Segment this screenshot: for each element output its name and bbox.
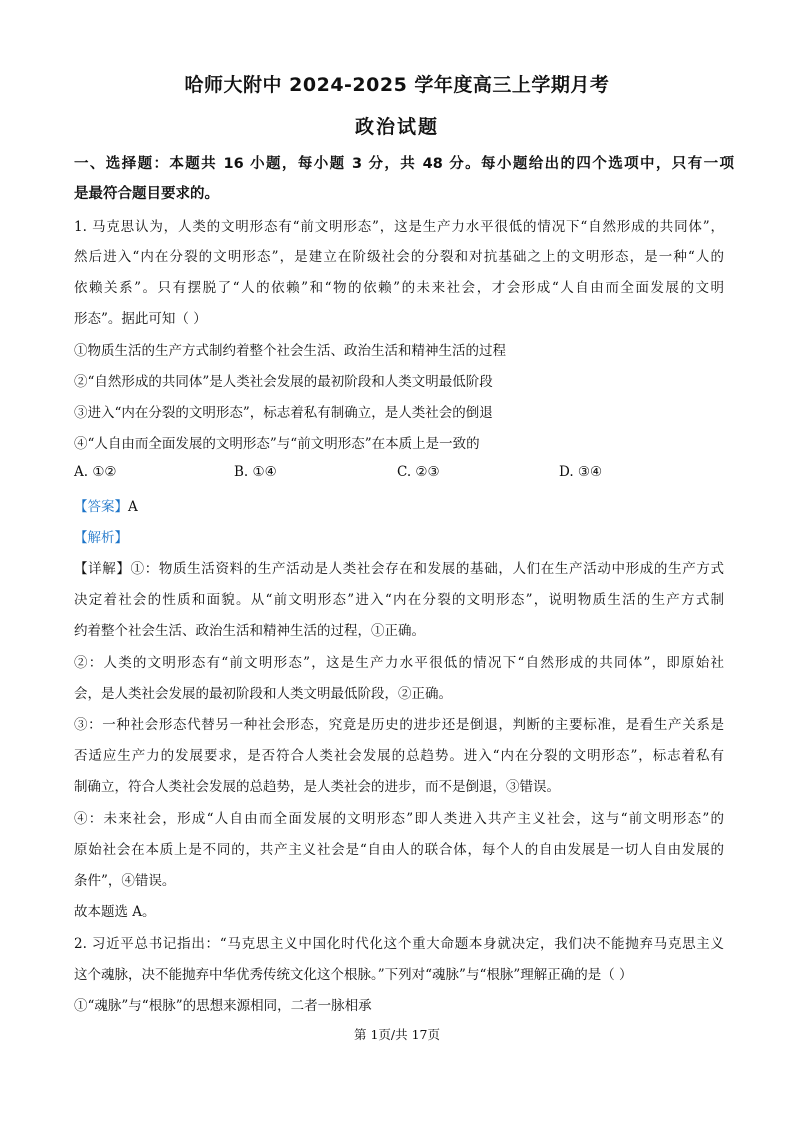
q1-statement: ④“人自由而全面发展的文明形态”与“前文明形态”在本质上是一致的 — [74, 436, 480, 452]
q1-answer — [74, 495, 724, 515]
q1-conclusion: 故本题选 A。 — [74, 904, 156, 920]
q1-statement: ②“自然形成的共同体”是人类社会发展的最初阶段和人类文明最低阶段 — [74, 374, 493, 390]
q1-stem-line: 然后进入“内在分裂的文明形态”，是建立在阶级社会的分裂和对抗基础之上的文明形态，是一种“人的 — [74, 249, 724, 265]
page-number: 第 1页/共 17页 — [353, 1027, 441, 1042]
q1-stem-line: 1. 马克思认为，人类的文明形态有“前文明形态”，这是生产力水平很低的情况下“自然形成的共同体”， — [74, 219, 724, 235]
q2-stem-line: 这个魂脉，决不能抛弃中华优秀传统文化这个根脉。”下列对“魂脉”与“根脉”理解正确的是（ ） — [74, 967, 633, 983]
q1-detail-line: 约着整个社会生活、政治生活和精神生活的过程，①正确。 — [74, 623, 425, 639]
answer-value: A — [128, 499, 138, 515]
analysis-tag: 【解析】 — [74, 530, 128, 546]
q1-option-c: C. ②③ — [397, 464, 440, 480]
q1-detail-line: 条件”，④错误。 — [74, 873, 176, 889]
q1-detail-line — [74, 557, 724, 577]
q1-detail-line: 原始社会在本质上是不同的，共产主义社会是“自由人的联合体，每个人的自由发展是一切人自由发展的 — [74, 842, 724, 858]
q1-stem-line: 形态”。据此可知（ ） — [74, 311, 207, 327]
q1-detail-line: 决定着社会的性质和面貌。从“前文明形态”进入“内在分裂的文明形态”，说明物质生活的生产方式制 — [74, 592, 724, 608]
q1-option-a: A. ①② — [74, 464, 117, 480]
q1-option-b: B. ①④ — [234, 464, 277, 480]
q1-detail-line: 制确立，符合人类社会发展的总趋势，是人类社会的进步，而不是倒退，③错误。 — [74, 779, 560, 795]
detail-text: ①：物质生活资料的生产活动是人类社会存在和发展的基础，人们在生产活动中形成的生产方式 — [130, 561, 724, 577]
q1-detail-line: 会，是人类社会发展的最初阶段和人类文明最低阶段，②正确。 — [74, 686, 452, 702]
answer-tag: 【答案】 — [74, 499, 128, 515]
q2-stem-line: 2. 习近平总书记指出：“马克思主义中国化时代化这个重大命题本身就决定，我们决不能抛弃马克思主义 — [74, 936, 724, 952]
section-heading-line-2: 是最符合题目要求的。 — [74, 186, 219, 202]
q1-stem-line: 依赖关系”。只有摆脱了“人的依赖”和“物的依赖”的未来社会，才会形成“人自由而全面发展的文明 — [74, 280, 724, 296]
q1-statement: ①物质生活的生产方式制约着整个社会生活、政治生活和精神生活的过程 — [74, 343, 506, 359]
q1-detail-line: ④：未来社会，形成“人自由而全面发展的文明形态”即人类进入共产主义社会，这与“前文明形态”的 — [74, 811, 724, 827]
q1-detail-line: ②：人类的文明形态有“前文明形态”，这是生产力水平很低的情况下“自然形成的共同体”，即原始社 — [74, 655, 724, 671]
q1-option-d: D. ③④ — [559, 464, 603, 480]
detail-tag: 【详解】 — [74, 561, 131, 577]
document-subtitle: 政治试题 — [354, 116, 439, 138]
q1-analysis-label — [74, 526, 724, 546]
q1-detail-line: 否适应生产力的发展要求，是否符合人类社会发展的总趋势。进入“内在分裂的文明形态”，标志着私有 — [74, 748, 724, 764]
document-title: 哈师大附中 2024-2025 学年度高三上学期月考 — [184, 74, 610, 96]
q1-detail-line: ③：一种社会形态代替另一种社会形态，究竟是历史的进步还是倒退，判断的主要标准，是看生产关系是 — [74, 717, 724, 733]
section-heading-line-1: 一、选择题：本题共 16 小题，每小题 3 分，共 48 分。每小题给出的四个选项中，只有一项 — [74, 156, 734, 172]
q2-statement: ①“魂脉”与“根脉”的思想来源相同，二者一脉相承 — [74, 998, 372, 1014]
q1-statement: ③进入“内在分裂的文明形态”，标志着私有制确立，是人类社会的倒退 — [74, 405, 493, 421]
